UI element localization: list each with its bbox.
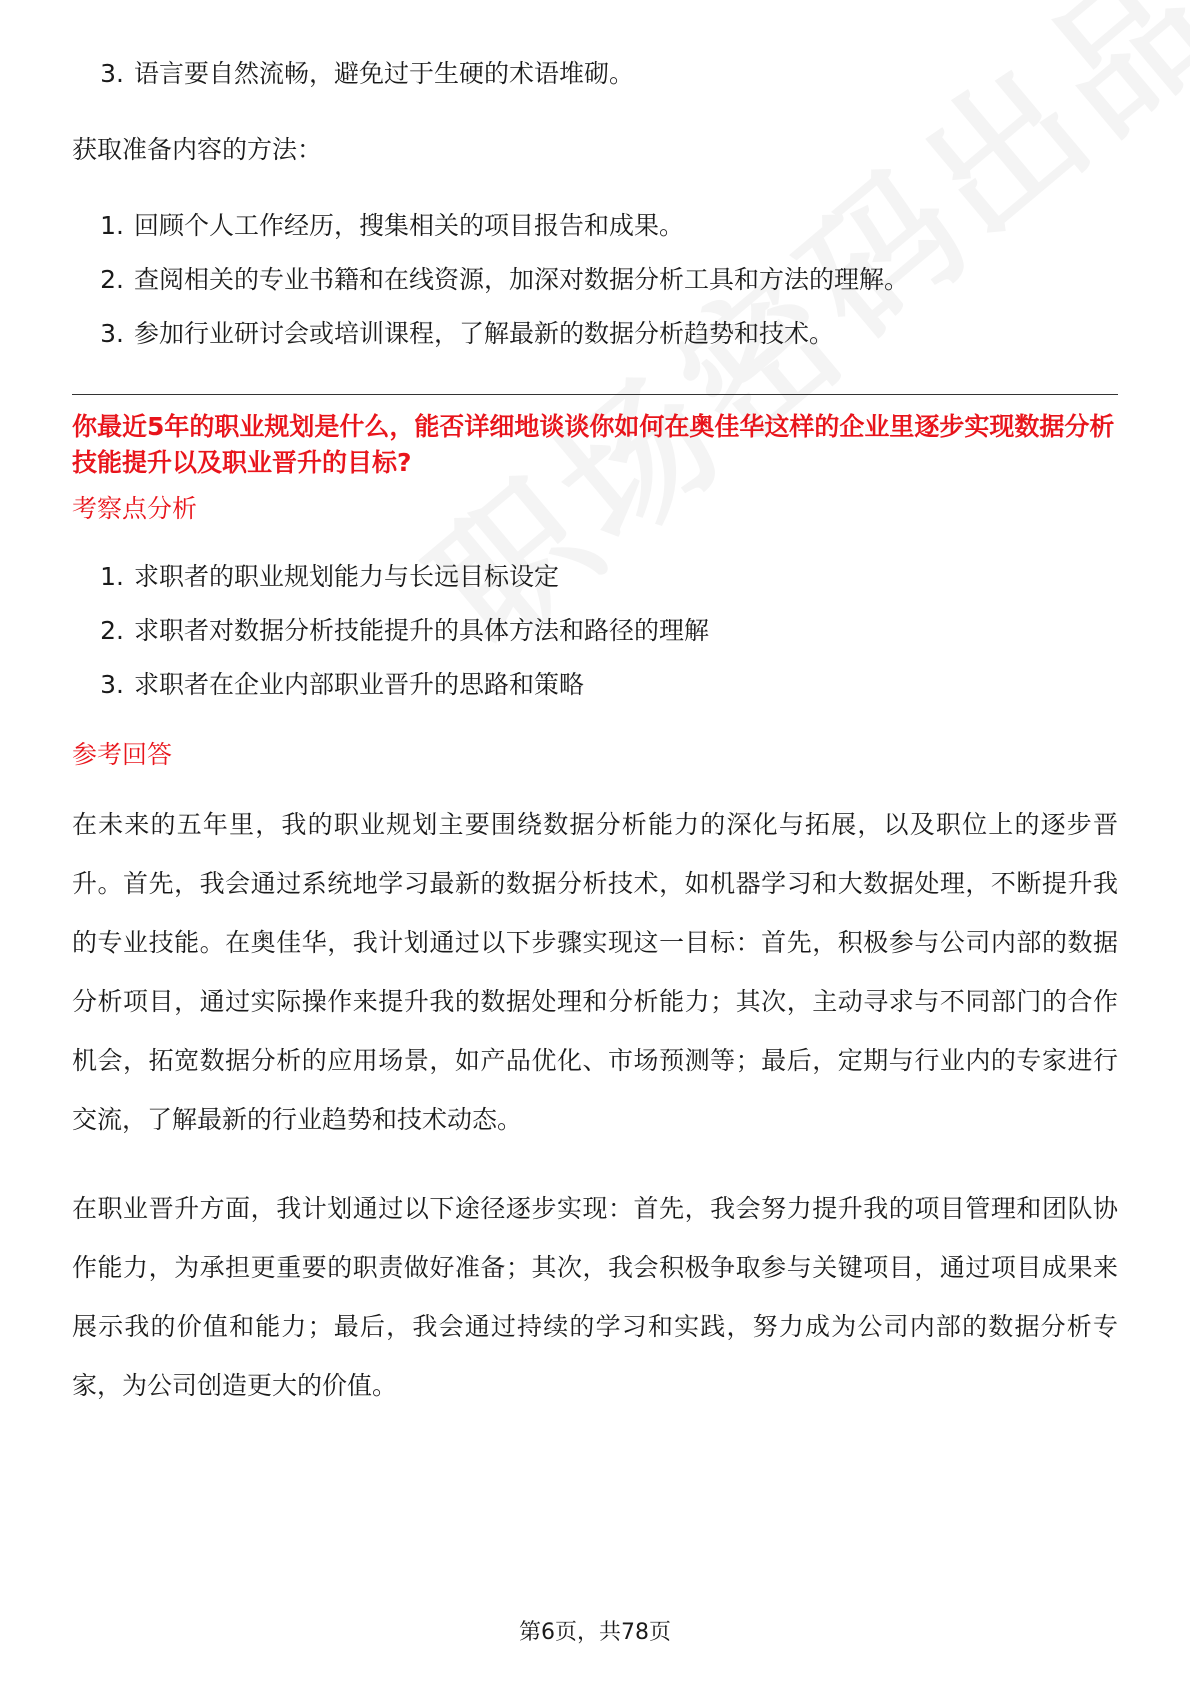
list-text: 参加行业研讨会或培训课程，了解最新的数据分析趋势和技术。 bbox=[134, 319, 835, 348]
list-text: 求职者对数据分析技能提升的具体方法和路径的理解 bbox=[134, 616, 710, 645]
list-number: 1. bbox=[100, 562, 124, 591]
list-text: 回顾个人工作经历，搜集相关的项目报告和成果。 bbox=[134, 211, 685, 240]
answer-paragraph: 在未来的五年里，我的职业规划主要围绕数据分析能力的深化与拓展，以及职位上的逐步晋升。首先，我会通过系统地学习最新的数据分析技术，如机器学习和大数据处理，不断提升我的专业技能。在奥佳华，我计划通过以下步骤实现这一目标：首先，积极参与公司内部的数据分析项目，通过实际操作来提升我的数据处理和分析能力；其次，主动寻求与不同部门的合作机会，拓宽数据分析的应用场景，如产品优化、市场预测等；最后，定期与行业内的专家进行交流，了解最新的行业趋势和技术动态。 bbox=[72, 810, 1118, 1134]
list-item bbox=[72, 56, 1118, 92]
list-number: 2. bbox=[100, 265, 124, 294]
list-text: 查阅相关的专业书籍和在线资源，加深对数据分析工具和方法的理解。 bbox=[134, 265, 910, 294]
interview-question: 你最近5年的职业规划是什么，能否详细地谈谈你如何在奥佳华这样的企业里逐步实现数据分析技能提升以及职业晋升的目标? bbox=[72, 412, 1115, 477]
analysis-list bbox=[72, 559, 1118, 703]
list-item bbox=[72, 559, 1118, 595]
list-text: 求职者在企业内部职业晋升的思路和策略 bbox=[134, 670, 585, 699]
list-item bbox=[72, 667, 1118, 703]
answer-paragraph: 在职业晋升方面，我计划通过以下途径逐步实现：首先，我会努力提升我的项目管理和团队协作能力，为承担更重要的职责做好准备；其次，我会积极争取参与关键项目，通过项目成果来展示我的价值和能力；最后，我会通过持续的学习和实践，努力成为公司内部的数据分析专家，为公司创造更大的价值。 bbox=[72, 1194, 1118, 1400]
list-item bbox=[72, 262, 1118, 298]
list-text: 求职者的职业规划能力与长远目标设定 bbox=[134, 562, 560, 591]
list-item bbox=[72, 208, 1118, 244]
page-footer: 第6页，共78页 bbox=[519, 1620, 671, 1645]
answer-heading: 参考回答 bbox=[72, 740, 173, 769]
list-item bbox=[72, 316, 1118, 352]
list-number: 3. bbox=[100, 670, 124, 699]
analysis-heading: 考察点分析 bbox=[72, 494, 198, 523]
list-number: 3. bbox=[100, 59, 124, 88]
list-number: 1. bbox=[100, 211, 124, 240]
page-content bbox=[72, 56, 1118, 1415]
list-number: 2. bbox=[100, 616, 124, 645]
method-heading: 获取准备内容的方法： bbox=[72, 135, 323, 164]
list-number: 3. bbox=[100, 319, 124, 348]
intro-list bbox=[72, 56, 1118, 92]
method-list bbox=[72, 208, 1118, 352]
list-item bbox=[72, 613, 1118, 649]
list-text: 语言要自然流畅，避免过于生硬的术语堆砌。 bbox=[134, 59, 635, 88]
